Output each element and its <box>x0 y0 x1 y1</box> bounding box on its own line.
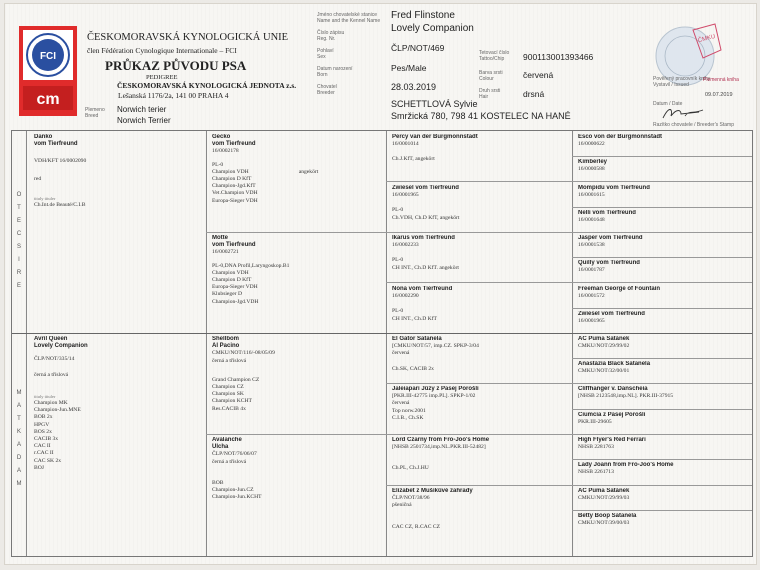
label-studbook: Pověřený pracovník knihy Vystavil / Issued <box>653 76 711 88</box>
organization-name: ČESKOMORAVSKÁ KYNOLOGICKÁ JEDNOTA z.s. <box>117 81 297 90</box>
sdds-cell: Freeman George of Fountain 16/0001572 <box>578 286 661 300</box>
dss-cell: El Gator Satanela [CMKU/NOT/57, imp.CZ. SPKP-3/04 červená Ch.SK, CACIB 2x <box>392 336 479 372</box>
label-sex: Pohlaví Sex <box>317 48 334 60</box>
dam-cell: Avril Queen Lovely Companion ČLP/NOT/335/14 černá a tříslová tituly tituler Champion MK Champion-Jun.MNE BOB 2x HPGV BOS 2x CACIB 3x CAC II r.CAC II CAC SK 2x BOJ <box>34 336 88 471</box>
sssd-cell: Kimberley 16/0000588 <box>578 159 608 173</box>
dsd-cell: Jaleiapari Jůzy z Pasej Porošli [PKR.III-42775 imp.PL]. SPKP-1/02 červená Top norw.2001 C.I.B., Ch.SK <box>392 386 479 421</box>
svg-text:cm: cm <box>36 91 60 108</box>
ssdd-cell: Nelli vom Tierfreund 16/0001648 <box>578 210 636 224</box>
ssd-cell: Zwiesel vom Tierfreund 16/0001965 PL-0 Ch.VDH, Ch.D KfT, angekört <box>392 185 460 221</box>
label-coat: Druh srsti Hair <box>479 88 501 100</box>
breeder-address: Smržická 780, 798 41 KOSTELEC NA HANÉ <box>391 111 571 121</box>
ssss-cell: Esco von der Burgmonnstadt 16/0000622 <box>578 134 663 148</box>
pedigree-certificate <box>4 3 757 565</box>
dsdd-cell: Ciumcia z Pasej Porošli PKR.III-29605 <box>578 412 646 426</box>
sddd-cell: Zwiesel vom Tierfreund 16/0001965 <box>578 311 645 325</box>
dog-name: Fred Flinstone <box>391 10 455 21</box>
fci-member: člen Fédération Cynologique Internationale – FCI <box>87 46 237 55</box>
label-breeder: Chovatel Breeder <box>317 84 337 96</box>
certificate-header <box>13 10 753 128</box>
document-subtitle: PEDIGREE <box>146 74 178 81</box>
stamp-text: Plemenná kniha <box>703 77 739 83</box>
pedigree-grid <box>11 130 753 557</box>
breed-label: Plemeno Breed <box>85 107 105 119</box>
ddsd-cell: Lady Joann from Fro-Joo's Home NHSB 2261713 <box>578 462 674 476</box>
ddds-cell: AC Puma Satánek CMKU/NOT/29/99/03 <box>578 488 630 502</box>
label-color: Barva srsti Colour <box>479 70 503 82</box>
union-name: ČESKOMORAVSKÁ KYNOLOGICKÁ UNIE <box>87 32 289 43</box>
sdss-cell: Jasper vom Tierfreund 16/0001538 <box>578 235 643 249</box>
fci-logo-icon <box>19 26 77 116</box>
label-chip: Tetovací číslo Tattoo/Chip <box>479 50 510 62</box>
svg-text:ČMKU: ČMKU <box>697 33 717 45</box>
ddd-cell: Elizabet z Mušíkůvé zahrady ČLP/NOT/38/96 pšeničná CAC CZ, R.CAC CZ <box>392 488 473 530</box>
label-name: Jméno chovatelské stanice Name and the Kennel Name <box>317 12 381 24</box>
ssds-cell: Mompidu vom Tierfreund 16/0001615 <box>578 185 650 199</box>
dam-sire-cell: Shellbom Al Pacino CMKU/NOT/116/-08/05/09 černá a tříslová Grand Champion CZ Champion CZ Champion SK Champion KCHT Res.CACIB 4x <box>212 336 275 412</box>
sdsd-cell: Quilly vom Tierfreund 16/0001787 <box>578 260 640 274</box>
birth-date: 28.03.2019 <box>391 82 437 92</box>
kennel-name: Lovely Companion <box>391 23 474 34</box>
dsss-cell: AC Puma Satánek CMKU/NOT/29/99/02 <box>578 336 630 350</box>
document-title: PRŮKAZ PŮVODU PSA <box>105 58 247 73</box>
coat-type: drsná <box>523 89 545 99</box>
sire-cell: Danko vom Tierfreund VDH/KFT 16/0002090 red tituly tituler Ch.Int.de Beauté/C.I.B <box>34 134 87 209</box>
dog-sex: Pes/Male <box>391 63 427 73</box>
organization-address: Lešanská 1176/2a, 141 00 PRAHA 4 <box>118 91 229 100</box>
sdd-cell: Nona vom Tierfreund 16/0002290 PL-0 CH INT., Ch.D KfT <box>392 286 453 322</box>
chip-number: 900113001393466 <box>523 52 594 62</box>
svg-text:FCI: FCI <box>39 51 57 62</box>
label-breeder-stamp: Razítko chovatele / Breeder's Stamp <box>653 122 734 128</box>
label-reg: Číslo zápisu Reg. Nr. <box>317 30 345 42</box>
coat-color: červená <box>523 70 554 80</box>
sds-cell: Ikarus vom Tierfreund 16/0002233 PL-0 CH INT., Ch.D KfT. angekört <box>392 235 459 271</box>
signature-icon <box>659 104 709 122</box>
sire-sire-cell: Gecko vom Tierfreund 16/0002178 PL-0 Champion VDH angekört Champion D KfT Champion-Jgd.KfT Vet.Champion VDH Europa-Sieger VDH <box>212 134 319 204</box>
dds-cell: Lord Czarny from Fro-Joo's Home [NHSB 2501734,imp.NL.PKR.III-52482] Ch.PL, Ch.J.HU <box>392 437 490 472</box>
dddd-cell: Betty Boop Satanela CMKU/NOT/39/00/03 <box>578 513 637 527</box>
dsds-cell: Cliffhanger v. Danscheia [NHSB 2123548,imp.NL]. PKR.III-37915 <box>578 386 674 400</box>
sire-dam-cell: Motte vom Tierfreund 16/0002721 PL-0,DNA Profil,Laryngoskop.B1 Champion VDH Champion D KfT Europa-Sieger VDH Klubsieger D Champion-Jgd.VDH <box>212 235 290 305</box>
registration-number: ČLP/NOT/469 <box>391 43 445 53</box>
breed-value: Norwich terier Norwich Terrier <box>117 105 171 125</box>
dam-dam-cell: Avalanche Ulcha ČLP/NOT/76/06/07 černá a tříslová BOB Champion-Jun.CZ Champion-Jun.KCHT <box>212 437 262 501</box>
sss-cell: Percy van der Burgmonnstadt 16/0001014 Ch.J.KfT, angekört <box>392 134 478 163</box>
ddss-cell: High Flyer's Red Ferrari NHSB 2281763 <box>578 437 646 451</box>
breeder-name: SCHETTLOVÁ Sylvie <box>391 99 478 109</box>
label-born: Datum narození Born <box>317 66 353 78</box>
label-date: Datum / Date <box>653 101 683 107</box>
dssd-cell: Anastázia Black Satanela CMKU/NOT/32/00/01 <box>578 361 651 375</box>
dam-side-label: M A T K A D A M <box>16 390 22 487</box>
sire-side-label: O T E C S I R E <box>16 192 22 289</box>
stamp-date: 09.07.2019 <box>705 92 733 98</box>
